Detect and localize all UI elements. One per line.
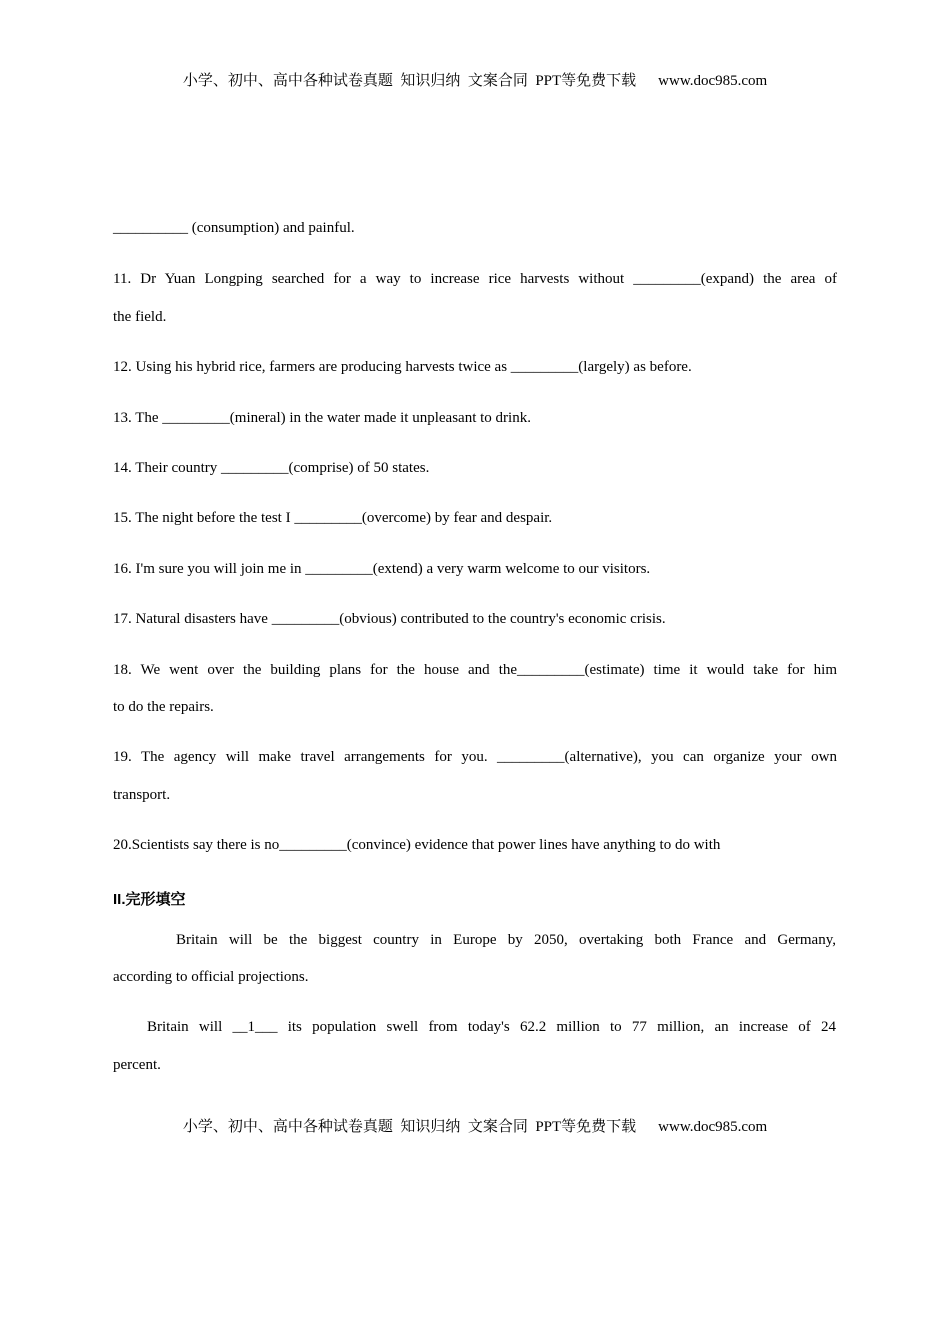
page-footer: [0, 1115, 950, 1136]
passage-paragraph-2-line-1: [147, 1019, 836, 1036]
passage-paragraph-1-line-2: according to official projections.: [113, 969, 309, 985]
question-17: 17. Natural disasters have _________(obvious) contributed to the country's economic crisis.: [113, 611, 666, 627]
passage-text: its population swell from today's 62.2 million to 77 million, an increase of 24: [277, 1019, 836, 1035]
page-header: [0, 69, 950, 90]
header-url[interactable]: www.doc985.com: [658, 73, 768, 89]
cloze-blank-1: __1___: [232, 1019, 278, 1035]
question-18-line-1: 18. We went over the building plans for the house and the_________(estimate) time it would take for him: [113, 662, 837, 678]
passage-paragraph-1-line-1: Britain will be the biggest country in Europe by 2050, overtaking both France and Germany,: [176, 932, 836, 948]
question-18-line-2: to do the repairs.: [113, 699, 214, 715]
question-11-line-1: 11. Dr Yuan Longping searched for a way to increase rice harvests without _________(expand) the area of: [113, 271, 837, 287]
section-title-cloze: II.完形填空: [113, 891, 186, 908]
footer-text: 小学、初中、高中各种试卷真题 知识归纳 文案合同 PPT等免费下载: [182, 1119, 637, 1135]
passage-paragraph-2-line-2: percent.: [113, 1057, 161, 1073]
question-19-line-2: transport.: [113, 787, 171, 803]
question-15: 15. The night before the test I _________(overcome) by fear and despair.: [113, 510, 553, 526]
question-20: 20.Scientists say there is no_________(convince) evidence that power lines have anything to do with: [113, 837, 721, 853]
question-13: 13. The _________(mineral) in the water made it unpleasant to drink.: [113, 410, 531, 426]
question-14: 14. Their country _________(comprise) of 50 states.: [113, 460, 430, 476]
footer-url[interactable]: www.doc985.com: [658, 1119, 768, 1135]
passage-text: Britain will: [147, 1019, 233, 1035]
question-19-line-1: 19. The agency will make travel arrangements for you. _________(alternative), you can organize your own: [113, 749, 837, 765]
line-consumption: __________ (consumption) and painful.: [113, 220, 355, 236]
question-12: 12. Using his hybrid rice, farmers are producing harvests twice as _________(largely) as before.: [113, 359, 692, 375]
question-11-line-2: the field.: [113, 309, 167, 325]
question-16: 16. I'm sure you will join me in _________(extend) a very warm welcome to our visitors.: [113, 561, 651, 577]
header-text: 小学、初中、高中各种试卷真题 知识归纳 文案合同 PPT等免费下载: [182, 73, 637, 89]
